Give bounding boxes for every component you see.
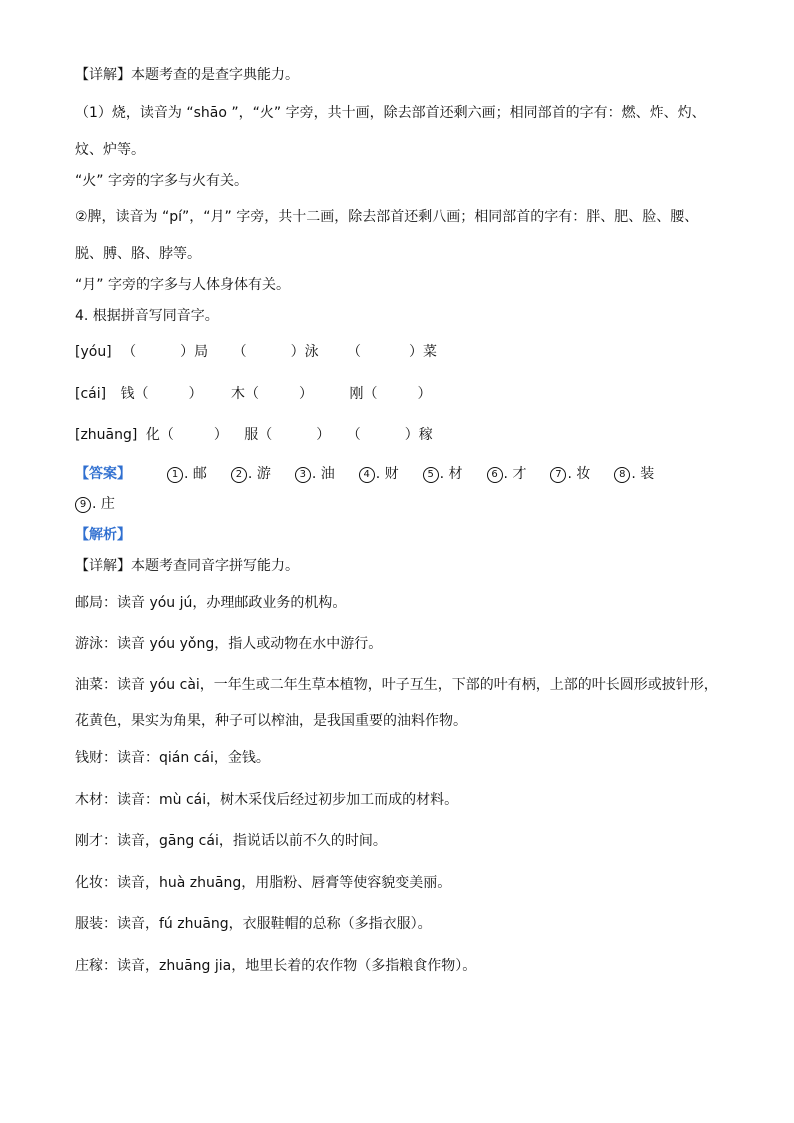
circled-number: 4: [359, 467, 375, 483]
circled-number: 1: [167, 467, 183, 483]
answer-item: 3 . 油: [295, 463, 335, 483]
word-suffix: 稼: [418, 427, 433, 443]
pinyin-label: [cái]: [75, 386, 107, 402]
answer-label: 【答案】: [75, 466, 131, 482]
answer-item: 1 . 邮: [167, 463, 207, 483]
circled-number: 9: [75, 497, 91, 513]
explanation-line: 钱财：读音：qián cái，金钱。: [75, 750, 270, 766]
answer-text: 邮: [192, 466, 207, 482]
explanation-line: 庄稼：读音，zhuāng jia，地里长着的农作物（多指粮食作物）。: [75, 958, 477, 974]
word-prefix: 刚: [349, 386, 364, 402]
circled-number: 5: [423, 467, 439, 483]
paragraph-line: （1）烧，读音为 “shāo ”，“火” 字旁，共十画，除去部首还剩六画；相同部首的字有：燃、炸、灼、: [75, 105, 706, 121]
explanation-line: 油菜：读音 yóu cài，一年生或二年生草本植物，叶子互生，下部的叶有柄，上部的叶长圆形或披针形，: [75, 677, 718, 693]
answer-text: 油: [320, 466, 335, 482]
answer-text: 游: [256, 466, 271, 482]
analysis-label: 【解析】: [75, 527, 131, 543]
explanation-line: 游泳：读音 yóu yǒng，指人或动物在水中游行。: [75, 636, 383, 652]
detail-line-1: [75, 66, 299, 84]
paragraph-line: 脱、膊、胳、脖等。: [75, 246, 201, 262]
answer-text: 才: [512, 466, 527, 482]
answer-text: 庄: [100, 496, 115, 512]
pinyin-row-you: [yóu] （ ）局 （ ）泳 （ ）菜: [75, 344, 438, 360]
circled-number: 8: [614, 467, 630, 483]
answer-text: 财: [384, 466, 399, 482]
detail-text: 本题考查的是查字典能力。: [131, 67, 299, 83]
detail-line-2: [75, 557, 299, 575]
word-prefix: 化: [145, 427, 160, 443]
answer-text: 妆: [576, 466, 591, 482]
answer-item: 8 . 装: [614, 463, 654, 483]
paragraph-line: ②脾，读音为 “pí”，“月” 字旁，共十二画，除去部首还剩八画；相同部首的字有：胖、肥、脸、腰、: [75, 209, 699, 225]
answer-text: 材: [448, 466, 463, 482]
paragraph-line: “火” 字旁的字多与火有关。: [75, 173, 248, 189]
answer-item: 9 . 庄: [75, 496, 115, 512]
answer-text: 装: [640, 466, 655, 482]
paragraph-line: “月” 字旁的字多与人体身体有关。: [75, 277, 290, 293]
word-prefix: 木: [231, 386, 245, 402]
detail-label: 【详解】: [75, 67, 131, 83]
circled-number: 2: [231, 467, 247, 483]
pinyin-row-cai: [cái] 钱（ ） 木（ ） 刚（ ）: [75, 386, 432, 402]
word-prefix: 钱: [120, 386, 135, 402]
answer-item: 7 . 妆: [550, 463, 590, 483]
question-title: 4. 根据拼音写同音字。: [75, 308, 219, 324]
explanation-line: 刚才：读音，gāng cái，指说话以前不久的时间。: [75, 833, 387, 849]
circled-number: 3: [295, 467, 311, 483]
word-prefix: 服: [244, 427, 259, 443]
answer-overflow: [75, 495, 115, 513]
paragraph-line: 炆、炉等。: [75, 142, 145, 158]
pinyin-row-zhuang: [zhuāng] 化（ ） 服（ ） （ ）稼: [75, 427, 433, 443]
circled-number: 6: [487, 467, 503, 483]
answer-item: 5 . 材: [423, 463, 463, 483]
answer-list: [75, 463, 678, 483]
pinyin-label: [zhuāng]: [75, 427, 138, 443]
answer-item: 4 . 财: [359, 463, 399, 483]
detail-label: 【详解】: [75, 558, 131, 574]
word-suffix: 局: [194, 344, 209, 360]
pinyin-label: [yóu]: [75, 344, 112, 360]
explanation-line: 邮局：读音 yóu jú，办理邮政业务的机构。: [75, 595, 347, 611]
word-suffix: 泳: [304, 344, 319, 360]
explanation-line: 化妆：读音，huà zhuāng，用脂粉、唇膏等使容貌变美丽。: [75, 875, 452, 891]
detail-text: 本题考查同音字拼写能力。: [131, 558, 299, 574]
explanation-line: 花黄色，果实为角果，种子可以榨油，是我国重要的油料作物。: [75, 713, 467, 729]
explanation-line: 木材：读音：mù cái，树木采伐后经过初步加工而成的材料。: [75, 792, 459, 808]
circled-number: 7: [550, 467, 566, 483]
explanation-line: 服装：读音，fú zhuāng，衣服鞋帽的总称（多指衣服）。: [75, 916, 432, 932]
word-suffix: 菜: [423, 344, 438, 360]
answer-item: 6 . 才: [487, 463, 527, 483]
answer-item: 2 . 游: [231, 463, 271, 483]
